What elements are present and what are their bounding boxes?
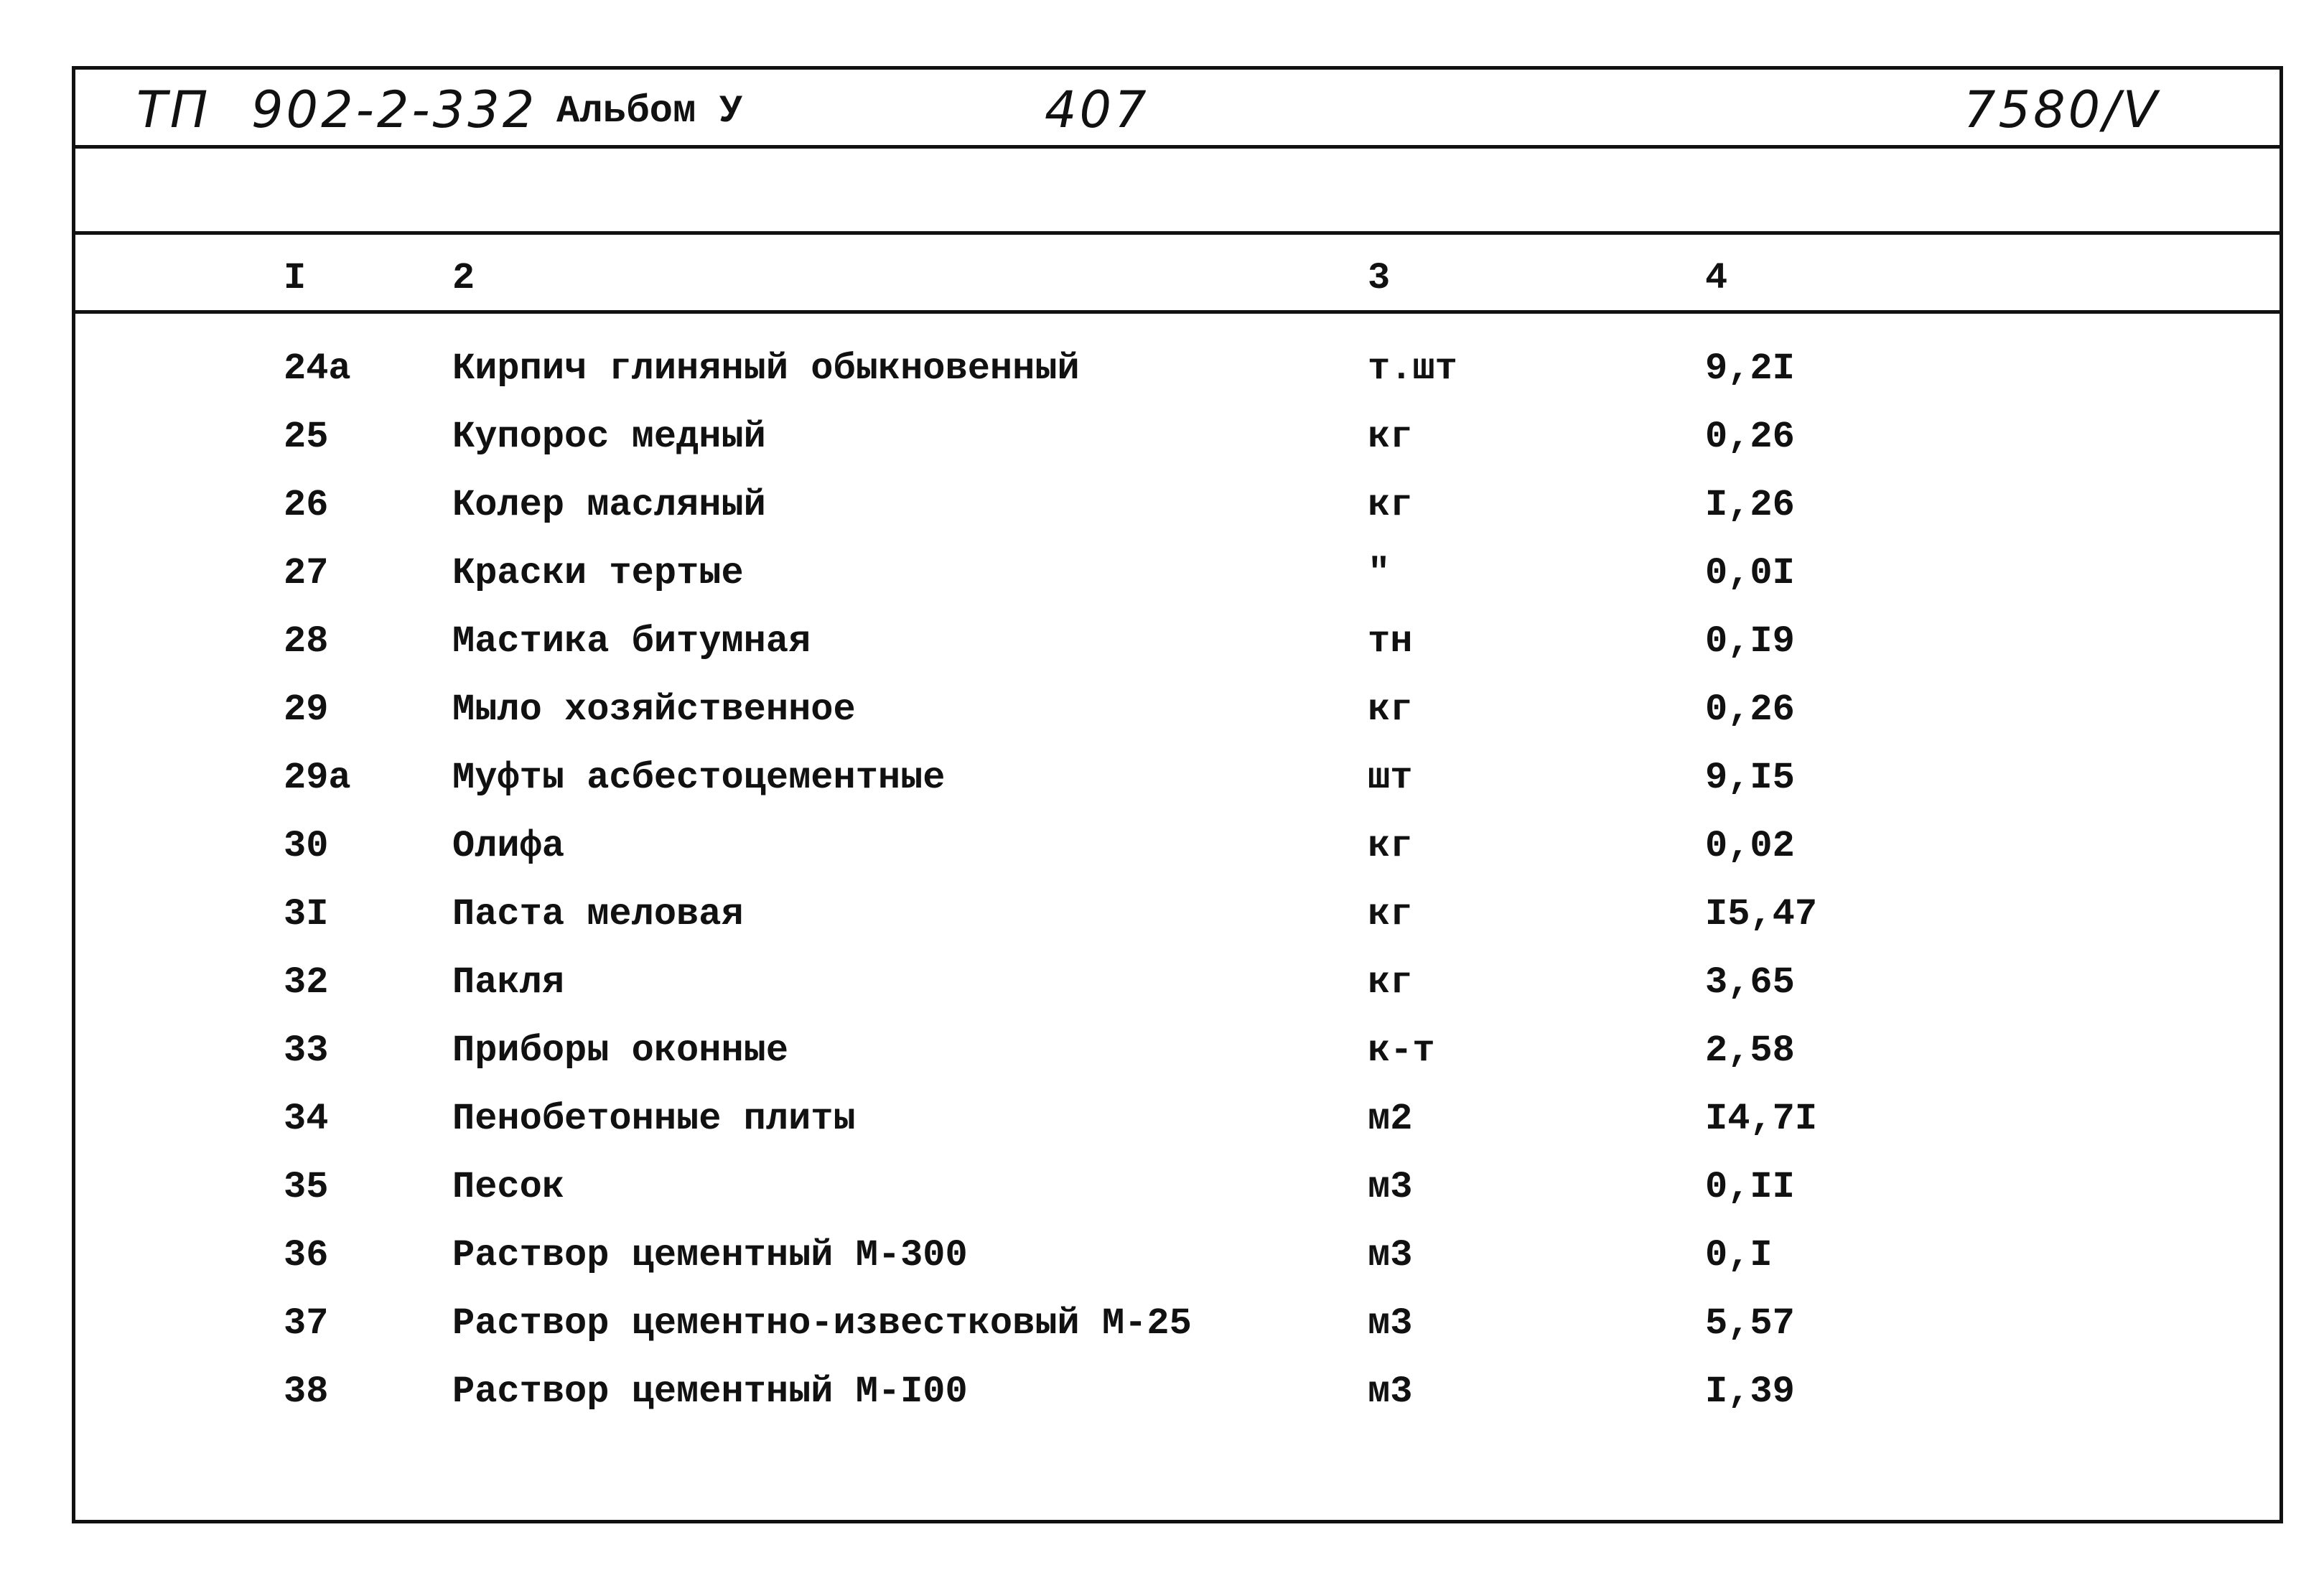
material-name: Приборы оконные <box>452 1030 789 1072</box>
header-rule-top <box>72 145 2283 149</box>
row-number: 36 <box>284 1234 329 1276</box>
row-number: 24а <box>284 347 351 390</box>
quantity: 0,26 <box>1705 688 1795 731</box>
row-number: 29 <box>284 688 329 731</box>
row-number: 34 <box>284 1098 329 1140</box>
material-name: Мастика битумная <box>452 620 811 663</box>
column-header-rule <box>72 310 2283 314</box>
material-name: Кирпич глиняный обыкновенный <box>452 347 1080 390</box>
quantity: I4,7I <box>1705 1098 1818 1140</box>
quantity: 0,I9 <box>1705 620 1795 663</box>
unit: " <box>1368 552 1391 594</box>
quantity: 0,I <box>1705 1234 1773 1276</box>
page-number: 407 <box>1045 80 1149 139</box>
row-number: 33 <box>284 1030 329 1072</box>
unit: м3 <box>1368 1166 1413 1208</box>
quantity: 0,0I <box>1705 552 1795 594</box>
quantity: 0,26 <box>1705 416 1795 458</box>
unit: к-т <box>1368 1030 1435 1072</box>
column-header-1: I <box>284 257 307 299</box>
quantity: 9,I5 <box>1705 757 1795 799</box>
material-name: Раствор цементно-известковый М-25 <box>452 1302 1192 1345</box>
row-number: 32 <box>284 961 329 1004</box>
quantity: I5,47 <box>1705 893 1818 935</box>
material-name: Раствор цементный М-300 <box>452 1234 968 1276</box>
row-number: 35 <box>284 1166 329 1208</box>
unit: кг <box>1368 961 1413 1004</box>
unit: т.шт <box>1368 347 1457 390</box>
unit: кг <box>1368 825 1413 867</box>
album-label: Альбом У <box>556 90 743 134</box>
document-code: 7580/V <box>1964 80 2160 139</box>
row-number: 29а <box>284 757 351 799</box>
material-name: Пенобетонные плиты <box>452 1098 856 1140</box>
unit: м3 <box>1368 1371 1413 1413</box>
unit: тн <box>1368 620 1413 663</box>
material-name: Муфты асбестоцементные <box>452 757 946 799</box>
row-number: 26 <box>284 484 329 526</box>
quantity: I,26 <box>1705 484 1795 526</box>
row-number: 27 <box>284 552 329 594</box>
unit: шт <box>1368 757 1413 799</box>
quantity: 2,58 <box>1705 1030 1795 1072</box>
row-number: 3I <box>284 893 329 935</box>
quantity: 9,2I <box>1705 347 1795 390</box>
quantity: 3,65 <box>1705 961 1795 1004</box>
unit: кг <box>1368 688 1413 731</box>
unit: м3 <box>1368 1302 1413 1345</box>
column-header-2: 2 <box>452 257 475 299</box>
header-rule-bottom <box>72 231 2283 235</box>
material-name: Паста меловая <box>452 893 744 935</box>
series-code: ТП <box>136 80 211 139</box>
material-name: Купорос медный <box>452 416 766 458</box>
material-name: Раствор цементный М-I00 <box>452 1371 968 1413</box>
row-number: 37 <box>284 1302 329 1345</box>
quantity: 0,II <box>1705 1166 1795 1208</box>
unit: кг <box>1368 416 1413 458</box>
project-number: 902-2-332 <box>251 80 538 139</box>
material-name: Краски тертые <box>452 552 744 594</box>
unit: м3 <box>1368 1234 1413 1276</box>
material-name: Песок <box>452 1166 565 1208</box>
material-name: Пакля <box>452 961 565 1004</box>
column-header-4: 4 <box>1705 257 1728 299</box>
material-name: Мыло хозяйственное <box>452 688 856 731</box>
row-number: 38 <box>284 1371 329 1413</box>
unit: кг <box>1368 484 1413 526</box>
row-number: 28 <box>284 620 329 663</box>
quantity: 0,02 <box>1705 825 1795 867</box>
material-name: Олифа <box>452 825 565 867</box>
material-name: Колер масляный <box>452 484 766 526</box>
unit: кг <box>1368 893 1413 935</box>
quantity: 5,57 <box>1705 1302 1795 1345</box>
quantity: I,39 <box>1705 1371 1795 1413</box>
column-header-3: 3 <box>1368 257 1391 299</box>
unit: м2 <box>1368 1098 1413 1140</box>
row-number: 30 <box>284 825 329 867</box>
row-number: 25 <box>284 416 329 458</box>
